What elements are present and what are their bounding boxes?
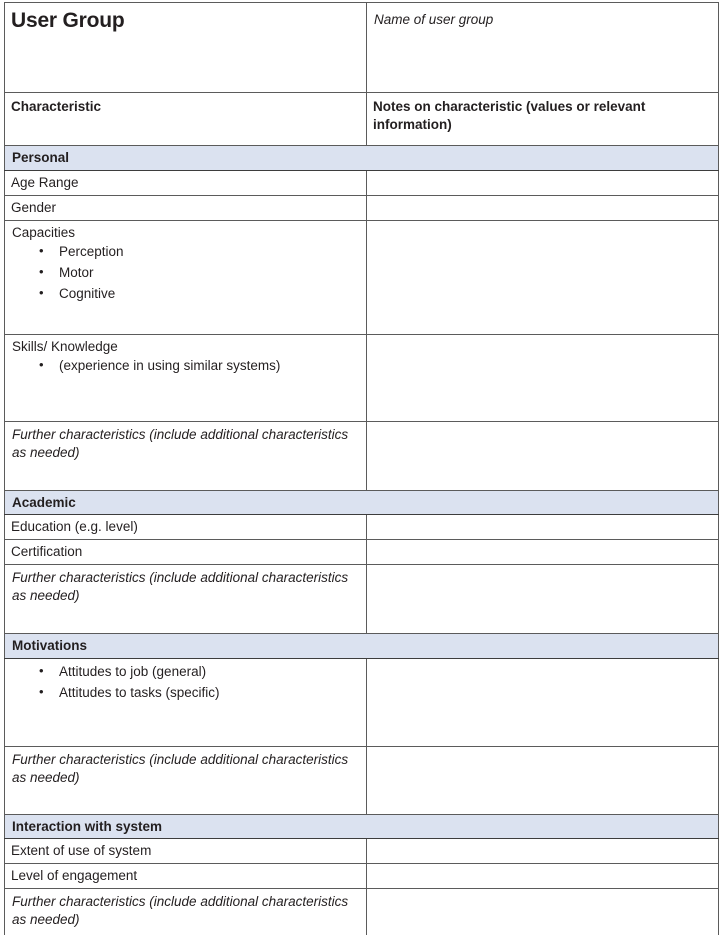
notes-value-gender: [367, 196, 718, 203]
notes-value-certification: [367, 540, 718, 547]
further-notes-cell-personal[interactable]: [367, 421, 719, 490]
notes-value-education: [367, 515, 718, 522]
characteristic-cell-gender: [5, 195, 367, 220]
list-item: • Motor: [39, 263, 366, 284]
characteristic-cell-capacities: [5, 220, 367, 334]
further-characteristics-note-personal: Further characteristics (include additional characteristics as needed): [12, 426, 349, 460]
section-header-row-academic: [5, 490, 719, 515]
notes-value-level-of-engagement: [367, 864, 718, 871]
notes-value-extent-of-use: [367, 839, 718, 846]
characteristic-label-education: Education (e.g. level): [11, 519, 138, 535]
characteristic-cell-level-of-engagement: [5, 864, 367, 889]
notes-value-skills-knowledge: [367, 335, 718, 342]
notes-header-cell: [367, 93, 719, 146]
table-row-further-academic: [5, 565, 719, 634]
further-characteristics-cell-personal: [5, 421, 367, 490]
notes-cell-level-of-engagement[interactable]: [367, 864, 719, 889]
characteristic-cell-age-range: [5, 170, 367, 195]
column-header-row: [5, 93, 719, 146]
table-row-further-interaction: [5, 889, 719, 935]
table-row: [5, 864, 719, 889]
list-item: • Perception: [39, 242, 366, 263]
further-notes-cell-academic[interactable]: [367, 565, 719, 634]
list-item: • Attitudes to tasks (specific): [39, 683, 366, 704]
skills-bullet-list: [5, 356, 366, 377]
characteristic-label-skills-knowledge: Skills/ Knowledge: [12, 338, 118, 354]
characteristic-label-age-range: Age Range: [11, 174, 79, 190]
characteristic-header-label: Characteristic: [11, 99, 102, 114]
section-header-cell-academic: [5, 490, 719, 515]
characteristic-label-level-of-engagement: Level of engagement: [11, 868, 138, 884]
section-label-academic: Academic: [12, 494, 76, 510]
notes-cell-capacities[interactable]: [367, 220, 719, 334]
section-header-cell-interaction: [5, 814, 719, 839]
characteristic-label-gender: Gender: [11, 199, 57, 215]
notes-cell-attitudes[interactable]: [367, 658, 719, 746]
section-header-row-motivations: [5, 634, 719, 659]
characteristic-label-certification: Certification: [11, 544, 83, 560]
further-notes-value-interaction: [367, 889, 718, 896]
table-row: [5, 220, 719, 334]
further-characteristics-cell-motivations: [5, 746, 367, 814]
capacities-bullet-list: [5, 242, 366, 305]
user-group-characteristics-table: [4, 2, 719, 935]
further-notes-cell-motivations[interactable]: [367, 746, 719, 814]
document-title: User Group: [11, 9, 125, 32]
characteristic-cell-skills-knowledge: [5, 334, 367, 421]
table-row: [5, 658, 719, 746]
notes-value-attitudes: [367, 659, 718, 666]
table-row: [5, 515, 719, 540]
characteristic-label-extent-of-use: Extent of use of system: [11, 843, 152, 859]
section-header-cell-motivations: [5, 634, 719, 659]
table-row-further-motivations: [5, 746, 719, 814]
spacer: [5, 659, 366, 661]
further-characteristics-note-academic: Further characteristics (include additional characteristics as needed): [12, 570, 349, 604]
characteristic-cell-education: [5, 515, 367, 540]
section-label-interaction: Interaction with system: [12, 818, 163, 834]
further-notes-value-motivations: [367, 747, 718, 754]
notes-cell-gender[interactable]: [367, 195, 719, 220]
notes-cell-age-range[interactable]: [367, 170, 719, 195]
title-row: [5, 3, 719, 93]
table-row: [5, 334, 719, 421]
characteristic-label-capacities: Capacities: [12, 224, 76, 240]
further-notes-value-academic: [367, 565, 718, 572]
notes-value-age-range: [367, 171, 718, 178]
table-row: [5, 540, 719, 565]
characteristic-cell-attitudes: [5, 658, 367, 746]
characteristic-header-cell: [5, 93, 367, 146]
list-item: • Cognitive: [39, 284, 366, 305]
notes-value-capacities: [367, 221, 718, 228]
further-notes-value-personal: [367, 422, 718, 429]
characteristic-cell-certification: [5, 540, 367, 565]
section-label-motivations: Motivations: [12, 638, 88, 654]
list-item: • Attitudes to job (general): [39, 662, 366, 683]
user-group-name-placeholder: Name of user group: [374, 12, 494, 27]
motivations-bullet-list: [5, 662, 366, 704]
characteristic-cell-extent-of-use: [5, 839, 367, 864]
section-label-personal: Personal: [12, 150, 70, 165]
title-cell: [5, 3, 367, 93]
further-characteristics-note-motivations: Further characteristics (include additional characteristics as needed): [12, 751, 349, 785]
notes-cell-extent-of-use[interactable]: [367, 839, 719, 864]
further-characteristics-cell-academic: [5, 565, 367, 634]
table-row: [5, 839, 719, 864]
list-item: • (experience in using similar systems): [39, 356, 366, 377]
section-header-row-personal: [5, 146, 719, 171]
notes-header-label: Notes on characteristic (values or relevant information): [373, 99, 646, 133]
table-row: [5, 195, 719, 220]
title-note-cell[interactable]: [367, 3, 719, 93]
further-characteristics-cell-interaction: [5, 889, 367, 935]
notes-cell-certification[interactable]: [367, 540, 719, 565]
table-row-further-personal: [5, 421, 719, 490]
table-row: [5, 170, 719, 195]
further-notes-cell-interaction[interactable]: [367, 889, 719, 935]
notes-cell-education[interactable]: [367, 515, 719, 540]
further-characteristics-note-interaction: Further characteristics (include additional characteristics as needed): [12, 894, 349, 928]
notes-cell-skills-knowledge[interactable]: [367, 334, 719, 421]
section-header-row-interaction: [5, 814, 719, 839]
section-header-cell-personal: [5, 146, 719, 171]
